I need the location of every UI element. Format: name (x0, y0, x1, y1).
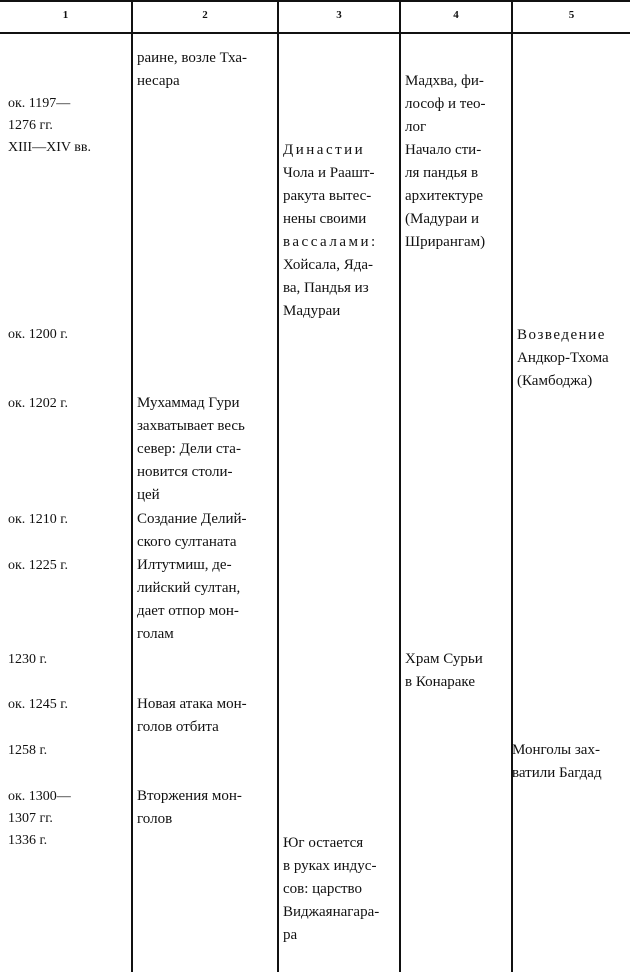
text-line: в Конараке (405, 674, 476, 690)
text-line: ского султаната (137, 534, 237, 550)
event-madhva (405, 70, 485, 139)
event-dynasties-displaced (283, 139, 378, 323)
date-1210: ок. 1210 г. (8, 512, 68, 527)
text-line: ра (283, 927, 298, 943)
event-mongol-attack-repelled (137, 693, 247, 739)
date-1202: ок. 1202 г. (8, 396, 68, 411)
text-line: Династии (283, 142, 366, 158)
column-divider-1 (131, 0, 133, 972)
date-line: 1276 гг. (8, 118, 53, 133)
text-line: Мадураи (283, 303, 341, 319)
text-line: голам (137, 626, 174, 642)
text-line: архитектуре (405, 188, 484, 204)
text-line: несара (137, 73, 180, 89)
text-line: цей (137, 487, 160, 503)
text-line: Мадхва, фи- (405, 73, 484, 89)
text-line: Юг остается (283, 835, 364, 851)
date-1197 (8, 93, 91, 159)
header-col-5: 5 (568, 9, 575, 21)
text-line: Мухаммад Гури (137, 395, 240, 411)
text-line: нены своими (283, 211, 367, 227)
text-line: Андкор-Тхома (517, 350, 609, 366)
text-line: Возведение (517, 327, 606, 343)
event-pandya-style (405, 139, 485, 254)
date-1245: ок. 1245 г. (8, 697, 68, 712)
text-line: Илтутмиш, де- (137, 557, 232, 573)
text-line: север: Дели ста- (137, 441, 241, 457)
column-divider-2 (277, 0, 279, 972)
date-1200: ок. 1200 г. (8, 327, 68, 342)
col2-continuation (137, 47, 247, 93)
text-line: Новая атака мон- (137, 696, 247, 712)
column-divider-3 (399, 0, 401, 972)
event-vijayanagara (283, 832, 379, 947)
text-line: Чола и Раашт- (283, 165, 375, 181)
text-line: ватили Багдад (512, 765, 602, 781)
date-1225: ок. 1225 г. (8, 558, 68, 573)
date-line: 1336 г. (8, 833, 48, 848)
date-line: ок. 1197— (8, 96, 71, 111)
table-top-rule (0, 0, 630, 2)
text-line: раине, возле Тха- (137, 50, 248, 66)
text-line: Монголы зах- (512, 742, 600, 758)
event-mongol-invasions (137, 785, 242, 831)
text-line: ракута вытес- (283, 188, 372, 204)
text-line: лог (405, 119, 427, 135)
text-line: сов: царство (283, 881, 363, 897)
column-divider-4 (511, 0, 513, 972)
event-iltutmish (137, 554, 240, 646)
text-line: дает отпор мон- (137, 603, 239, 619)
text-line: (Камбоджа) (517, 373, 593, 389)
text-line: захватывает весь (137, 418, 245, 434)
text-line: новится столи- (137, 464, 233, 480)
date-1258: 1258 г. (8, 743, 48, 758)
text-line: Шрирангам) (405, 234, 486, 250)
date-1230: 1230 г. (8, 652, 48, 667)
text-line: Храм Сурьи (405, 651, 483, 667)
text-line: Виджаянагара- (283, 904, 380, 920)
text-line: лийский султан, (137, 580, 241, 596)
text-line: лософ и тео- (405, 96, 486, 112)
header-bottom-rule (0, 32, 630, 34)
event-angkor-thom (517, 324, 609, 393)
text-line: в руках индус- (283, 858, 377, 874)
text-line: вассалами: (283, 234, 378, 250)
header-col-4: 4 (453, 9, 459, 21)
event-delhi-sultanate (137, 508, 247, 554)
event-surya-temple (405, 648, 483, 694)
event-muhammad-ghuri (137, 392, 245, 507)
text-line: ва, Пандья из (283, 280, 369, 296)
header-col-1: 1 (62, 9, 69, 21)
text-line: голов отбита (137, 719, 219, 735)
text-line: (Мадураи и (405, 211, 480, 227)
date-1300 (8, 786, 71, 852)
text-line: ля пандья в (405, 165, 479, 181)
text-line: Хойсала, Ядa- (283, 257, 373, 273)
date-line: ок. 1300— (8, 789, 71, 804)
text-line: Вторжения мон- (137, 788, 242, 804)
text-line: Начало сти- (405, 142, 482, 158)
header-col-2: 2 (202, 9, 208, 21)
date-line: XIII—XIV вв. (8, 140, 91, 155)
header-col-3: 3 (336, 9, 342, 21)
event-baghdad-captured (512, 739, 602, 785)
date-line: 1307 гг. (8, 811, 53, 826)
text-line: Создание Делий- (137, 511, 247, 527)
text-line: голов (137, 811, 173, 827)
